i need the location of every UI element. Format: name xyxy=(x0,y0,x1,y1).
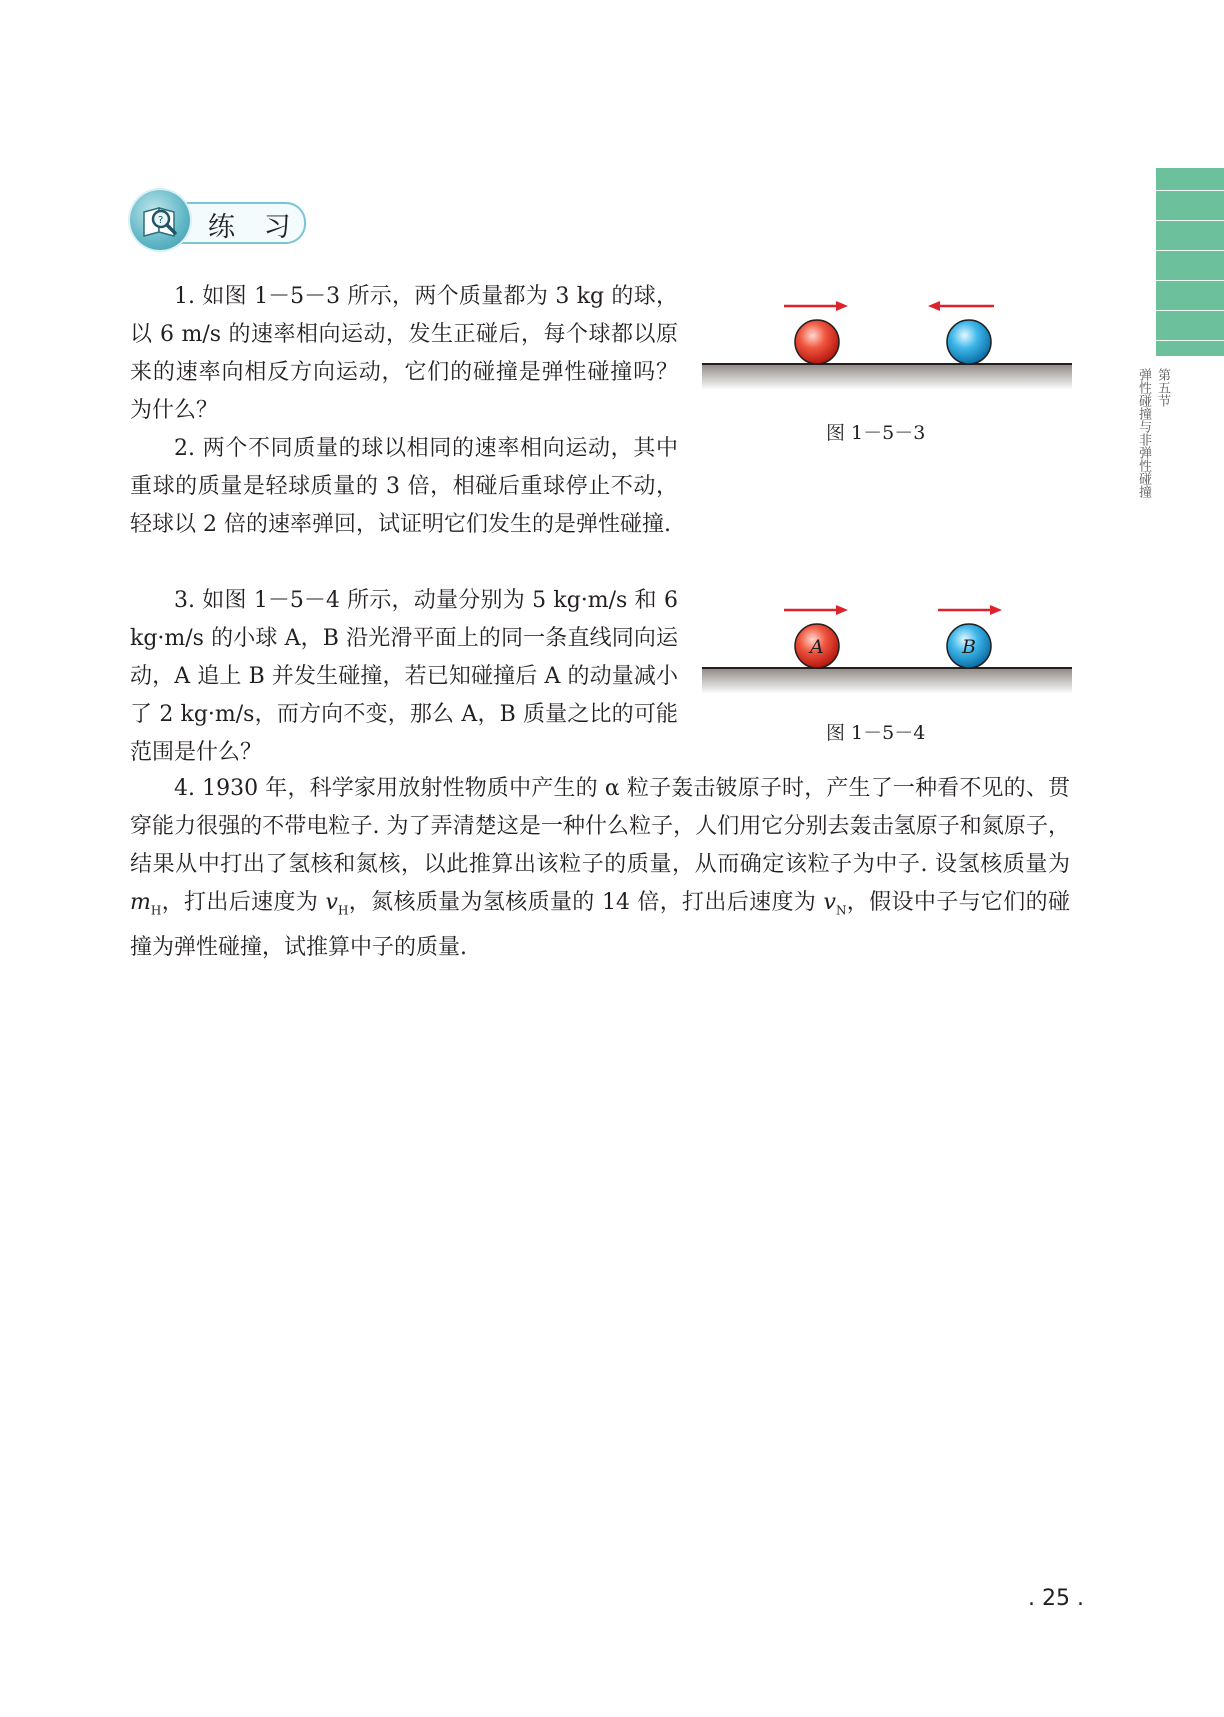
arrow-right-icon xyxy=(784,301,848,311)
sub-h-1: H xyxy=(150,903,162,918)
ball-b-label: B xyxy=(962,636,976,658)
side-section-title: 弹性碰撞与非弹性碰撞 xyxy=(1136,368,1151,498)
figure-1-5-3 xyxy=(702,290,1074,400)
problem-2-text: 2. 两个不同质量的球以相同的速率相向运动，其中重球的质量是轻球质量的 3 倍，相碰后重球停止不动，轻球以 2 倍的速率弹回，试证明它们发生的是弹性碰撞. xyxy=(130,436,678,537)
problem-4-text-a: 4. 1930 年，科学家用放射性物质中产生的 α 粒子轰击铍原子时，产生了一种看不见的、贯穿能力很强的不带电粒子. 为了弄清楚这是一种什么粒子，人们用它分别去轰击氢原子和氮原子，结果从中打出了氢核和氮核，以此推算出该粒子的质量，从而确定该粒子为中子. 设氢核质量为 xyxy=(130,776,1070,877)
problem-1-text: 1. 如图 1－5－3 所示，两个质量都为 3 kg 的球，以 6 m/s 的速率相向运动，发生正碰后，每个球都以原来的速率向相反方向运动，它们的碰撞是弹性碰撞吗？为什么？ xyxy=(130,284,678,423)
blue-ball xyxy=(947,320,991,364)
exercise-badge xyxy=(130,190,304,252)
side-section-number: 第五节 xyxy=(1155,368,1170,407)
var-m: m xyxy=(130,890,151,915)
chapter-side-tab xyxy=(1156,168,1224,356)
figure-1-5-4 xyxy=(702,594,1074,704)
sub-h-2: H xyxy=(337,903,349,918)
problem-4-text-d: ，假设中子与它们的碰撞为弹性碰撞，试推算中子的质量. xyxy=(130,890,1070,961)
problem-3-text: 3. 如图 1－5－4 所示，动量分别为 5 kg·m/s 和 6 kg·m/s 的小球 A，B 沿光滑平面上的同一条直线同向运动，A 追上 B 并发生碰撞，若已知碰撞后 A 的动量减小了 2 kg·m/s，而方向不变，那么 A，B 质量之比的可能范围是什么？ xyxy=(130,588,678,765)
svg-text:?: ? xyxy=(158,215,164,226)
problem-4-text-c: ，氮核质量为氢核质量的 14 倍，打出后速度为 xyxy=(348,890,824,915)
page-number: . 25 . xyxy=(1028,1586,1084,1611)
ground-surface xyxy=(702,364,1072,390)
figure-1-5-3-caption: 图 1－5－3 xyxy=(826,422,926,444)
var-v-h: v xyxy=(325,890,338,915)
figure-1-5-4-caption: 图 1－5－4 xyxy=(826,722,926,744)
problem-1 xyxy=(130,278,678,430)
ball-a-label: A xyxy=(810,636,824,658)
ground-surface xyxy=(702,668,1072,694)
arrow-right-icon xyxy=(938,605,1002,615)
sub-n: N xyxy=(835,903,847,918)
side-section-label xyxy=(1136,368,1172,498)
problem-3 xyxy=(130,582,678,772)
red-ball xyxy=(795,320,839,364)
arrow-left-icon xyxy=(928,301,994,311)
problem-4 xyxy=(130,770,1070,967)
arrow-right-icon xyxy=(784,605,848,615)
var-v-n: v xyxy=(823,890,836,915)
exercise-title: 练 习 xyxy=(208,212,301,243)
book-magnifier-icon xyxy=(130,190,190,250)
problem-4-text-b: ，打出后速度为 xyxy=(161,890,326,915)
problem-2 xyxy=(130,430,678,544)
